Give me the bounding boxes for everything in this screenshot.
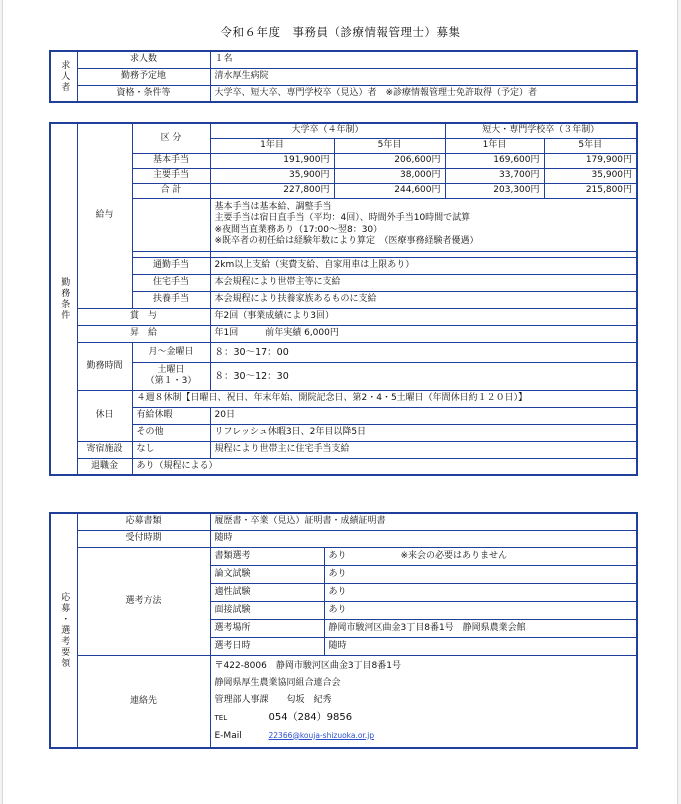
raise-label: 昇 給 xyxy=(77,325,210,342)
conditions-section-label: 勤務条件 xyxy=(50,123,77,475)
conditions-table xyxy=(49,122,638,476)
selection-item-value: あり xyxy=(324,565,637,583)
total-pay-cell: 227,800円 xyxy=(210,183,334,198)
commute-allowance-value: 2km以上支給（実費支給、自家用車は上限あり） xyxy=(210,257,637,274)
weekday-hours: ８：30～17：00 xyxy=(210,342,637,362)
selection-item-value: あり xyxy=(324,583,637,601)
holiday-label: 休日 xyxy=(77,390,132,441)
junior-year1-header: 1年目 xyxy=(445,138,544,153)
main-allowance-cell: 35,900円 xyxy=(544,168,637,183)
contact-org: 静岡県厚生農業協同組合連合会 xyxy=(214,677,341,688)
retire-label: 退職金 xyxy=(77,458,132,475)
raise-value: 年1回 前年実績 6,000円 xyxy=(210,325,637,342)
commute-allowance-label: 通勤手当 xyxy=(132,257,210,274)
dorm-label: 寄宿施設 xyxy=(77,441,132,458)
total-pay-label: 合 計 xyxy=(132,183,210,198)
period-value: 随時 xyxy=(210,530,637,547)
tel-label: TEL xyxy=(214,713,228,722)
dorm-note: 規程により世帯主に住宅手当支給 xyxy=(210,441,637,458)
salary-label: 給与 xyxy=(77,123,132,308)
paid-leave-label: 有給休暇 xyxy=(132,407,210,424)
bonus-value: 年2回（事業成績により3回） xyxy=(210,308,637,325)
tel-value: 054（284）9856 xyxy=(268,711,353,723)
email-link[interactable]: 22366@kouja-shizuoka.or.jp xyxy=(268,730,375,740)
total-pay-cell: 215,800円 xyxy=(544,183,637,198)
salary-note-line: ※夜間当直業務あり（17:00～翌8：30） xyxy=(214,224,383,235)
recruiter-table xyxy=(49,50,638,103)
paid-leave-value: 20日 xyxy=(210,407,637,424)
work-hours-label: 勤務時間 xyxy=(77,342,132,390)
salary-note-line: ※既卒者の初任給は経験年数により算定 （医療事務経験者優遇） xyxy=(214,236,479,246)
selection-item-label: 論文試験 xyxy=(210,565,324,583)
total-pay-cell: 203,300円 xyxy=(445,183,544,198)
contact-label: 連絡先 xyxy=(77,655,210,748)
application-section-label: 応募・選考要領 xyxy=(50,513,77,748)
page-title: 令和６年度 事務員（診療情報管理士）募集 xyxy=(220,25,461,39)
selection-item-value: あり xyxy=(324,601,637,619)
base-pay-label: 基本手当 xyxy=(132,153,210,168)
contact-block xyxy=(210,655,637,748)
bonus-label: 賞 与 xyxy=(77,308,210,325)
other-leave-label: その他 xyxy=(132,424,210,441)
qualification-value: 大学卒、短大卒、専門学校卒（見込）者 ※診療情報管理士免許取得（予定）者 xyxy=(210,85,637,102)
saturday-label-line1: 土曜日 xyxy=(157,364,185,375)
total-pay-cell: 244,600円 xyxy=(334,183,445,198)
recruiter-section-label: 求人者 xyxy=(50,51,77,102)
main-allowance-label: 主要手当 xyxy=(132,168,210,183)
selection-label: 選考方法 xyxy=(77,547,210,655)
junior-header: 短大・専門学校卒（３年制） xyxy=(445,123,637,138)
univ-year1-header: 1年目 xyxy=(210,138,334,153)
selection-item-label: 選考日時 xyxy=(210,637,324,655)
univ-header: 大学卒（４年制） xyxy=(210,123,445,138)
housing-allowance-label: 住宅手当 xyxy=(132,274,210,291)
family-allowance-value: 本会規程により扶養家族あるものに支給 xyxy=(210,291,637,308)
docs-value: 履歴書・卒業（見込）証明書・成績証明書 xyxy=(210,513,637,530)
saturday-hours: ８：30～12：30 xyxy=(210,362,637,390)
recruit-count-label: 求人数 xyxy=(77,51,210,68)
base-pay-cell: 179,900円 xyxy=(544,153,637,168)
salary-notes xyxy=(210,198,637,251)
base-pay-cell: 169,600円 xyxy=(445,153,544,168)
base-pay-cell: 206,600円 xyxy=(334,153,445,168)
recruit-count-value: １名 xyxy=(210,51,637,68)
mail-label: E-Mail xyxy=(214,730,242,741)
selection-item-value: 静岡市駿河区曲金3丁目8番1号 静岡県農業会館 xyxy=(324,619,637,637)
selection-item-label: 書類選考 xyxy=(210,547,324,565)
holiday-main: ４週８休制【日曜日、祝日、年末年始、開院記念日、第2・4・5土曜日（年間休日約１２０日）】 xyxy=(132,390,637,407)
housing-allowance-value: 本会規程により世帯主等に支給 xyxy=(210,274,637,291)
main-allowance-cell: 33,700円 xyxy=(445,168,544,183)
family-allowance-label: 扶養手当 xyxy=(132,291,210,308)
univ-year5-header: 5年目 xyxy=(334,138,445,153)
salary-note-line: 主要手当は宿日直手当（平均：4回）、時間外手当10時間で試算 xyxy=(214,213,471,223)
saturday-label xyxy=(132,362,210,390)
selection-note: ※来会の必要はありません xyxy=(400,550,508,561)
qualification-label: 資格・条件等 xyxy=(77,85,210,102)
selection-item-label: 面接試験 xyxy=(210,601,324,619)
contact-tel-row xyxy=(215,709,633,727)
period-label: 受付時期 xyxy=(77,530,210,547)
main-allowance-cell: 38,000円 xyxy=(334,168,445,183)
work-location-value: 清水厚生病院 xyxy=(210,68,637,85)
selection-item-label: 選考場所 xyxy=(210,619,324,637)
salary-note-line: 基本手当は基本給、調整手当 xyxy=(214,201,332,212)
retire-value: あり（規程による） xyxy=(132,458,637,475)
work-location-label: 勤務予定地 xyxy=(77,68,210,85)
selection-item-value xyxy=(324,547,637,565)
base-pay-cell: 191,900円 xyxy=(210,153,334,168)
docs-label: 応募書類 xyxy=(77,513,210,530)
contact-person: 管理部人事課 匂坂 紀秀 xyxy=(214,694,332,705)
selection-item-label: 適性試験 xyxy=(210,583,324,601)
contact-postal: 〒422-8006 静岡市駿河区曲金3丁目8番1号 xyxy=(214,660,402,671)
dorm-value: なし xyxy=(132,441,210,458)
selection-item-result: あり xyxy=(328,550,347,561)
selection-item-value: 随時 xyxy=(324,637,637,655)
weekday-label: 月～金曜日 xyxy=(132,342,210,362)
saturday-label-line2: （第１・3） xyxy=(145,376,197,386)
junior-year5-header: 5年目 xyxy=(544,138,637,153)
main-allowance-cell: 35,900円 xyxy=(210,168,334,183)
kubun-label: 区 分 xyxy=(132,123,210,153)
application-table xyxy=(49,512,638,749)
salary-notes-spacer xyxy=(132,198,210,251)
other-leave-value: リフレッシュ休暇3日、2年目以降5日 xyxy=(210,424,637,441)
contact-mail-row xyxy=(215,727,633,745)
